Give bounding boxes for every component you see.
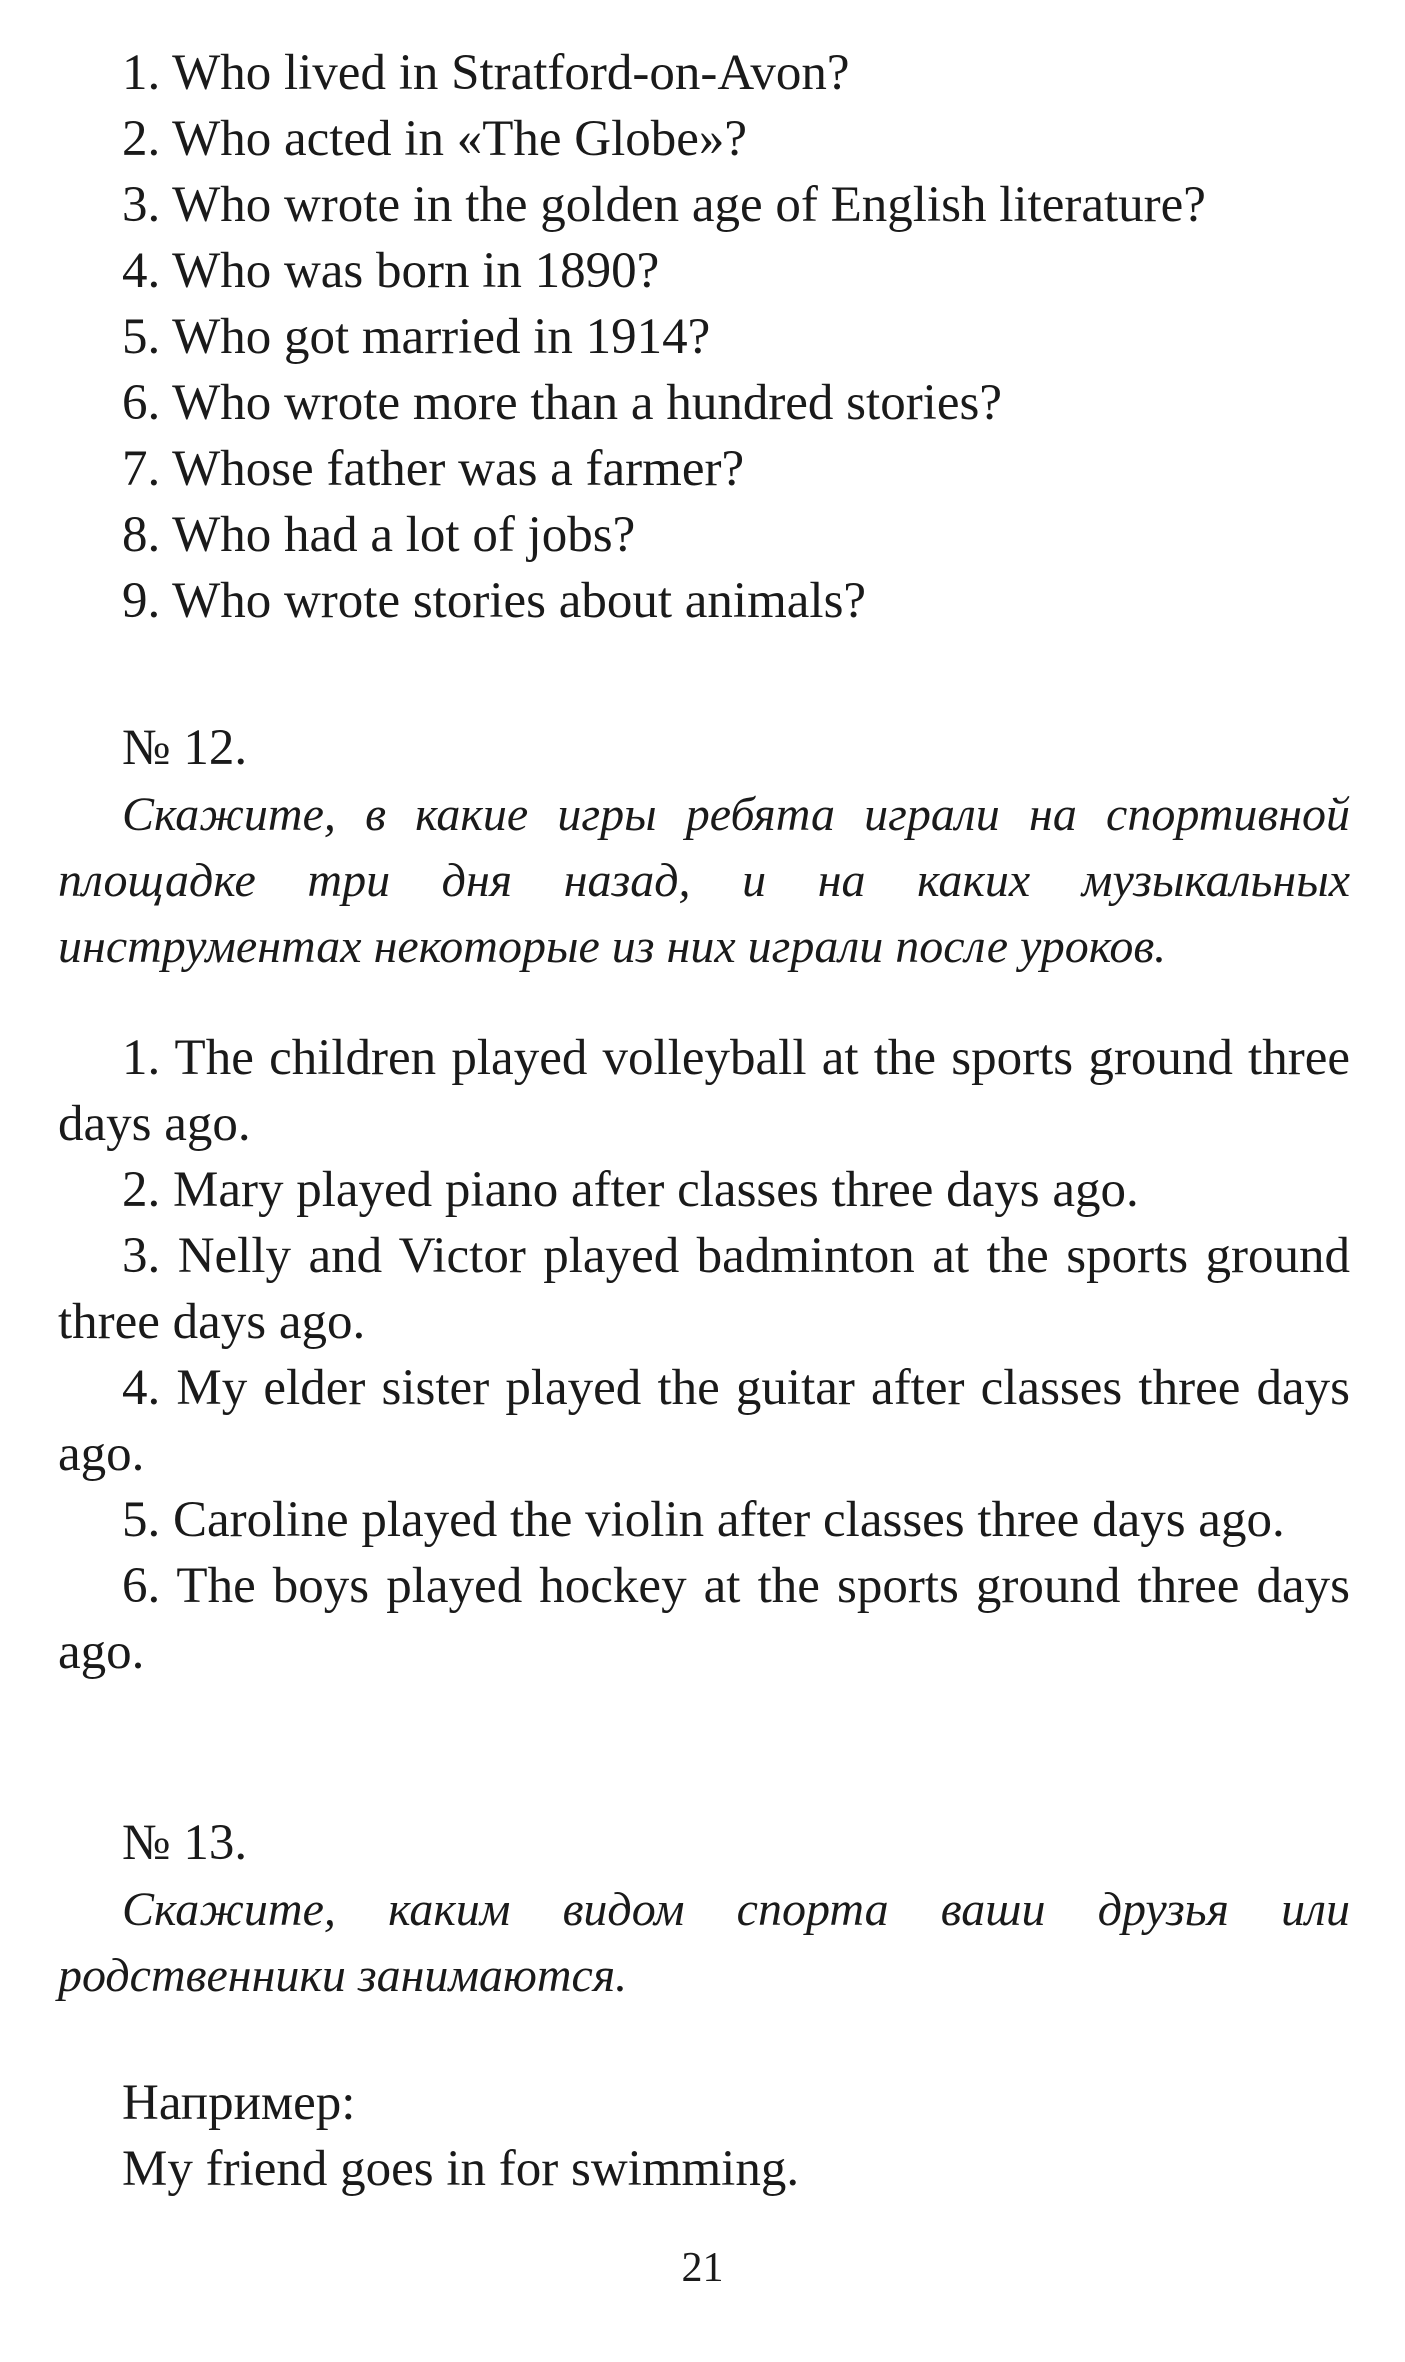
- exercise-13-task: Скажите, каким видом спорта ваши друзья или родственники занимаются.: [58, 1883, 1350, 2002]
- list-item: 3. Nelly and Victor played badminton at the sports ground three days ago.: [58, 1228, 1350, 1350]
- exercise-12-heading: № 12.: [122, 720, 248, 776]
- example-text: My friend goes in for swimming.: [122, 2141, 800, 2197]
- list-item: 8. Who had a lot of jobs?: [122, 507, 636, 563]
- list-item: 4. My elder sister played the guitar after classes three days ago.: [58, 1360, 1350, 1482]
- question-list: [122, 40, 1352, 634]
- list-item: 6. Who wrote more than a hundred stories?: [122, 375, 1002, 431]
- exercise-12-answers: [58, 1025, 1350, 1685]
- list-item: 1. The children played volleyball at the sports ground three days ago.: [58, 1030, 1350, 1152]
- exercise-13-heading: № 13.: [122, 1815, 248, 1871]
- list-item: 7. Whose father was a farmer?: [122, 441, 745, 497]
- page-number: 21: [681, 2245, 724, 2291]
- example-label: Например:: [122, 2075, 356, 2131]
- list-item: 5. Caroline played the violin after classes three days ago.: [122, 1492, 1285, 1548]
- list-item: 2. Who acted in «The Globe»?: [122, 111, 748, 167]
- list-item: 3. Who wrote in the golden age of English literature?: [122, 177, 1206, 233]
- list-item: 5. Who got married in 1914?: [122, 309, 711, 365]
- exercise-12-task: Скажите, в какие игры ребята играли на спортивной площадке три дня назад, и на каких музыкальных инструментах некоторые из них играли после уроков.: [58, 788, 1350, 973]
- list-item: 6. The boys played hockey at the sports ground three days ago.: [58, 1558, 1350, 1680]
- list-item: 2. Mary played piano after classes three days ago.: [122, 1162, 1139, 1218]
- list-item: 9. Who wrote stories about animals?: [122, 573, 867, 629]
- list-item: 4. Who was born in 1890?: [122, 243, 660, 299]
- list-item: 1. Who lived in Stratford-on-Avon?: [122, 45, 850, 101]
